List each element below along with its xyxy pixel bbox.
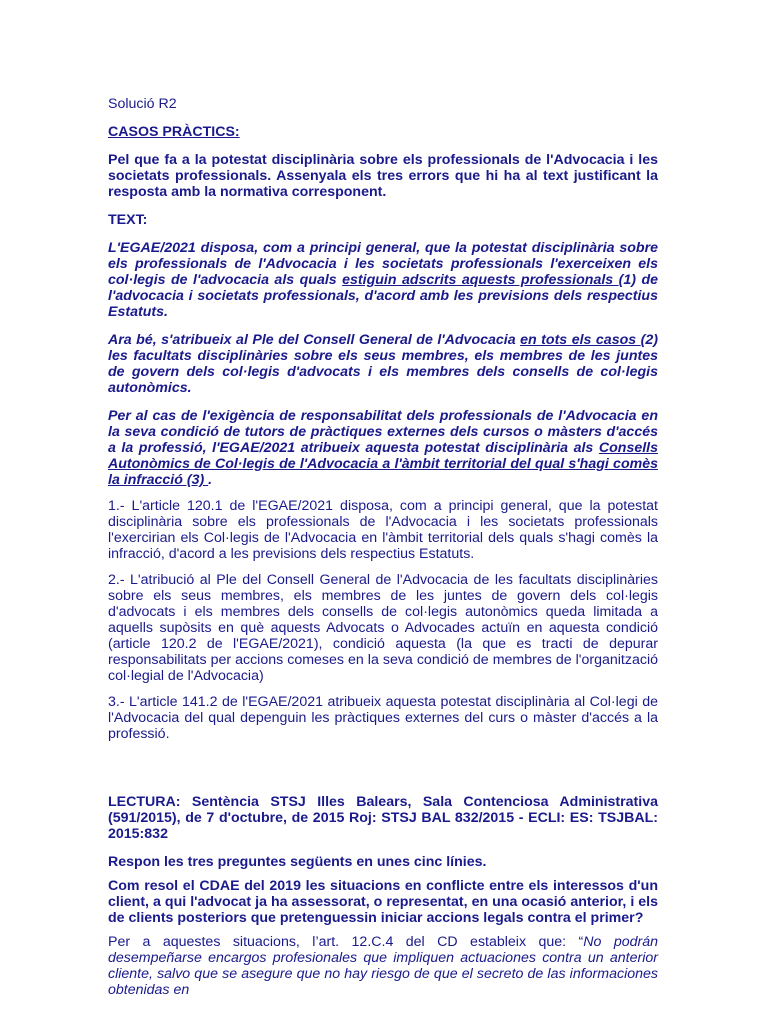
reading-answer [108, 934, 658, 998]
error-2-underlined: en tots els casos [520, 332, 641, 348]
text-p1-part-a: L'EGAE/2021 disposa, com a principi general, que la potestat disciplinària sobre els professionals de l'Advocacia i les societats professionals l'exerceixen els col·legis de l'advocacia als quals [108, 240, 658, 288]
solution-label: Solució R2 [108, 96, 177, 112]
text-label: TEXT: [108, 212, 148, 228]
text-p2-part-b: (2) les facultats disciplinàries sobre els seus membres, els membres de les juntes de govern dels col·legis d'advocats i els membres dels consells de col·legis autonòmics. [108, 332, 658, 396]
exercise-instructions: Pel que fa a la potestat disciplinària sobre els professionals de l'Advocacia i les societats professionals. Assenyala els tres errors que hi ha al text justificant la resposta amb la normativa corresponent. [108, 152, 658, 200]
reading-question: Com resol el CDAE del 2019 les situacions en conflicte entre els interessos d'un client, a qui l'advocat ja ha assessorat, o representat, en una ocasió anterior, i els de clients posteriors que pretenguessin iniciar accions legals contra el primer? [108, 878, 658, 926]
text-p3-part-b: . [208, 472, 213, 488]
text-paragraph-1 [108, 240, 658, 320]
text-p3-part-a: Per al cas de l'exigència de responsabilitat dels professionals de l'Advocacia en la seva condició de tutors de pràctiques externes dels cursos o màsters d'accés a la professió, l'EGAE/2021 atribueix aquesta potestat disciplinària als [108, 408, 658, 456]
reading-prompt: Respon les tres preguntes següents en unes cinc línies. [108, 854, 487, 870]
text-p2-part-a: Ara bé, s'atribueix al Ple del Consell General de l'Advocacia [108, 332, 521, 348]
reading-title: LECTURA: Sentència STSJ Illes Balears, Sala Contenciosa Administrativa (591/2015), de 7 d'octubre, de 2015 Roj: STSJ BAL 832/2015 - ECLI: ES: TSJBAL: 2015:832 [108, 794, 658, 842]
reading-answer-quote: No podrán desempeñarse encargos profesionales que impliquen actuaciones contra un anterior cliente, salvo que se asegure que no hay riesgo de que el secreto de las informaciones obtenidas en [108, 934, 658, 998]
answer-1: 1.- L'article 120.1 de l'EGAE/2021 disposa, com a principi general, que la potestat disciplinària sobre els professionals de l'Advocacia i les societats professionals l'exercirian els Col·legis de l'Advocacia en l'àmbit territorial dels quals s'hagi comès la infracció, d'acord a les previsions dels respectius Estatuts. [108, 498, 658, 562]
reading-answer-intro: Per a aquestes situacions, l’art. 12.C.4 del CD estableix que: “ [108, 934, 584, 950]
answer-2: 2.- L'atribució al Ple del Consell General de l'Advocacia de les facultats disciplinàries sobre els seus membres, els membres de les juntes de govern dels col·legis d'advocats i els membres dels consells de col·legis autonòmics queda limitada a aquells supòsits en què aquests Advocats o Advocades actuïn en aquesta condició (article 120.2 de l'EGAE/2021), condició aquesta (la que es tracti de depurar responsabilitats per accions comeses en la seva condició de membres de l'organització col·legial de l'Advocacia) [108, 572, 658, 684]
error-1-underlined: estiguin adscrits aquests professionals [342, 272, 619, 288]
section-title: CASOS PRÀCTICS: [108, 124, 240, 140]
text-p1-part-b: (1) de l'advocacia i societats professionals, d'acord amb les previsions dels respectius Estatuts. [108, 272, 658, 320]
document-page [108, 96, 658, 998]
text-paragraph-2 [108, 332, 658, 396]
error-3-underlined: Consells Autonòmics de Col·legis de l'Advocacia a l'àmbit territorial del qual s'hagi comès la infracció (3) [108, 440, 658, 488]
text-paragraph-3 [108, 408, 658, 488]
answer-3: 3.- L'article 141.2 de l'EGAE/2021 atribueix aquesta potestat disciplinària al Col·legi de l'Advocacia del qual depenguin les pràctiques externes del curs o màster d'accés a la professió. [108, 694, 658, 742]
